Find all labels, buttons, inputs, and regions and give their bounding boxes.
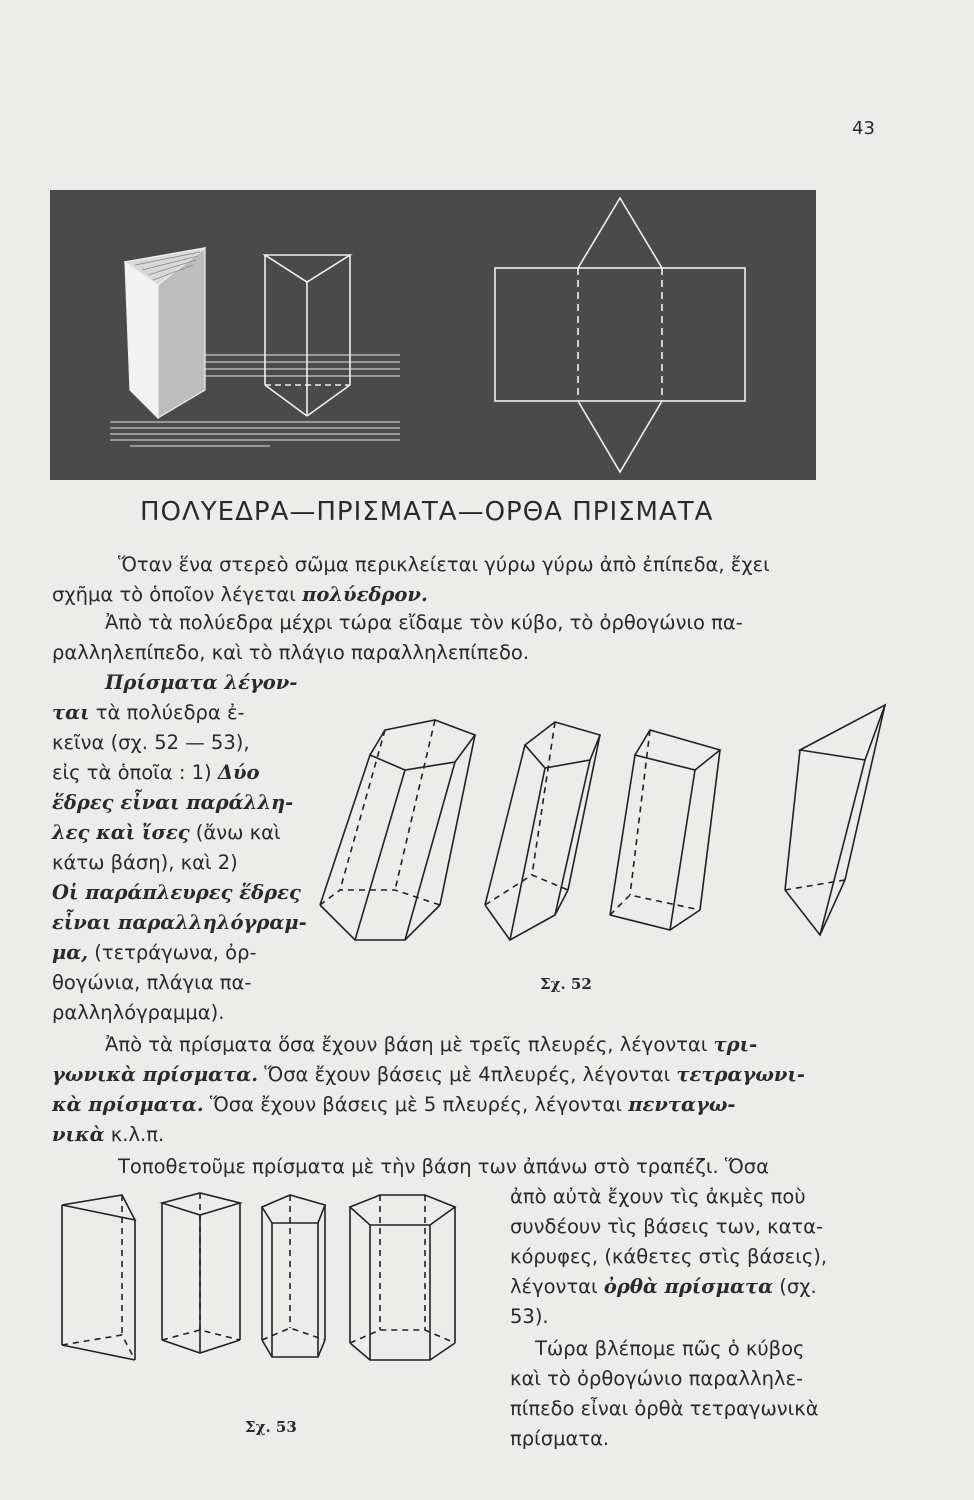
text-span: (ἄνω καὶ xyxy=(189,821,281,844)
paragraph3-line7: κάτω βάση), καὶ 2) xyxy=(52,851,238,874)
paragraph6-line2: καὶ τὸ ὀρθογώνιο παραλληλε- xyxy=(510,1367,804,1390)
figure-53 xyxy=(50,1185,490,1395)
text-span: (τετράγωνα, ὀρ- xyxy=(88,941,257,964)
paragraph5-line5 xyxy=(510,1277,817,1297)
paragraph4-line2 xyxy=(52,1065,805,1085)
paragraph2-line2: ραλληλεπίπεδο, καὶ τὸ πλάγιο παραλληλεπίπεδο. xyxy=(52,641,530,664)
paragraph2-line1: Ἀπὸ τὰ πολύεδρα μέχρι τώρα εἴδαμε τὸν κύβο, τὸ ὀρθογώνιο πα- xyxy=(105,611,743,634)
paragraph3-line11: θογώνια, πλάγια πα- xyxy=(52,971,252,994)
paragraph1-line1: Ὅταν ἕνα στερεὸ σῶμα περικλείεται γύρω γύρω ἀπὸ ἐπίπεδα, ἔχει xyxy=(118,553,770,576)
page-number: 43 xyxy=(852,118,875,139)
prism-quadrilateral xyxy=(610,730,720,930)
right-prism-hexagonal xyxy=(350,1195,455,1360)
right-prism-quadrilateral xyxy=(162,1193,240,1353)
term-triangular: τρι- xyxy=(713,1033,758,1056)
text-span: τὰ πολύεδρα ἐ- xyxy=(89,701,245,724)
prism-triangular-oblique xyxy=(785,705,885,935)
paragraph4-line1 xyxy=(105,1035,757,1055)
paragraph3-line6 xyxy=(52,823,281,843)
paragraph3-line2 xyxy=(52,703,245,723)
prism-pentagonal-oblique xyxy=(485,722,600,940)
text-span: κ.λ.π. xyxy=(104,1123,165,1146)
paragraph3-line5: ἕδρες εἶναι παράλλη- xyxy=(52,791,294,814)
term-pentagonal: πενταγω- xyxy=(628,1093,736,1116)
text-span: κὰ πρίσματα. xyxy=(52,1093,204,1116)
paragraph3-line3: κεῖνα (σχ. 52 — 53), xyxy=(52,731,250,754)
term-right-prisms: ὀρθὰ πρίσματα xyxy=(603,1275,774,1298)
right-prism-triangular xyxy=(62,1195,135,1360)
paragraph5-line4: κόρυφες, (κάθετες στὶς βάσεις), xyxy=(510,1245,828,1268)
header-illustration xyxy=(50,190,816,480)
paragraph4-line3 xyxy=(52,1095,736,1115)
figure-52-caption: Σχ. 52 xyxy=(540,975,592,993)
figure-52 xyxy=(310,700,910,1000)
paragraph3-line9: εἶναι παραλληλόγραμ- xyxy=(52,911,307,934)
text-span: λες καὶ ἴσες xyxy=(52,821,190,844)
text-span: (σχ. xyxy=(773,1275,817,1298)
text-span: μα, xyxy=(52,941,89,964)
prism-hexagonal xyxy=(320,720,475,940)
text-span: Ἀπὸ τὰ πρίσματα ὅσα ἔχουν βάση μὲ τρεῖς πλευρές, λέγονται xyxy=(105,1033,714,1056)
paragraph4-line4 xyxy=(52,1125,164,1145)
text-span: σχῆμα τὸ ὁποῖον λέγεται xyxy=(52,583,303,606)
text-span: εἰς τὰ ὁποῖα : 1) xyxy=(52,761,218,784)
paragraph6-line1: Τώρα βλέπομε πῶς ὁ κύβος xyxy=(535,1337,805,1360)
figure-53-caption: Σχ. 53 xyxy=(245,1418,297,1436)
prism-net-illustration xyxy=(50,190,816,480)
paragraph3-line8: Οἱ παράπλευρες ἕδρες xyxy=(52,881,301,904)
text-span: Ὅσα ἔχουν βάσεις μὲ 5 πλευρές, λέγονται xyxy=(203,1093,629,1116)
paragraph5-line3: συνδέουν τὶς βάσεις των, κατα- xyxy=(510,1215,824,1238)
paragraph5-line1: Τοποθετοῦμε πρίσματα μὲ τὴν βάση των ἀπάνω στὸ τραπέζι. Ὅσα xyxy=(118,1155,770,1178)
paragraph3-line4 xyxy=(52,763,259,783)
term-quadrilateral: τετραγωνι- xyxy=(676,1063,805,1086)
paragraph6-line3: πίπεδο εἶναι ὀρθὰ τετραγωνικὰ xyxy=(510,1397,819,1420)
paragraph3-line12: ραλληλόγραμμα). xyxy=(52,1001,225,1024)
paragraph3-line1: Πρίσματα λέγον- xyxy=(105,671,298,694)
right-prism-pentagonal xyxy=(262,1195,325,1357)
paragraph5-line2: ἀπὸ αὐτὰ ἔχουν τὶς ἀκμὲς ποὺ xyxy=(510,1185,806,1208)
page-title: ΠΟΛΥΕΔΡΑ—ΠΡΙΣΜΑΤΑ—ΟΡΘΑ ΠΡΙΣΜΑΤΑ xyxy=(140,497,714,527)
text-span: λέγονται xyxy=(510,1275,604,1298)
paragraph3-line10 xyxy=(52,943,257,963)
text-span: Δύο xyxy=(217,761,260,784)
term-polyhedron: πολύεδρον. xyxy=(302,583,428,606)
text-span: νικὰ xyxy=(52,1123,105,1146)
text-span: ται xyxy=(52,701,90,724)
paragraph6-line4: πρίσματα. xyxy=(510,1427,610,1450)
paragraph5-line6: 53). xyxy=(510,1305,549,1328)
text-span: Ὅσα ἔχουν βάσεις μὲ 4πλευρές, λέγονται xyxy=(258,1063,677,1086)
text-span: γωνικὰ πρίσματα. xyxy=(52,1063,259,1086)
paragraph1-line2 xyxy=(52,585,428,605)
